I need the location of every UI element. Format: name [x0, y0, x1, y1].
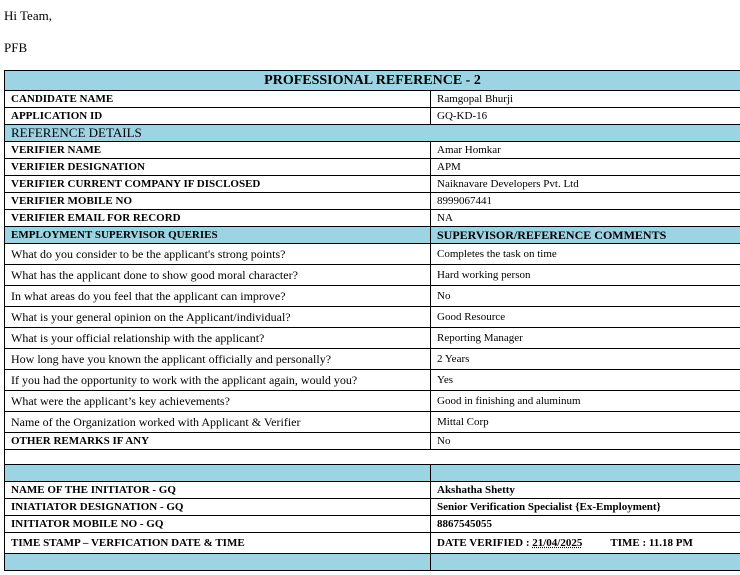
question-row [5, 391, 740, 412]
verifier-name-value: Amar Homkar [431, 142, 740, 159]
table-row [5, 533, 740, 554]
question-text: What is your official relationship with the applicant? [5, 328, 431, 349]
answer-text: Reporting Manager [431, 328, 740, 349]
divider-cell [431, 465, 740, 482]
verifier-designation-value: APM [431, 159, 740, 176]
verifier-company-value: Naiknavare Developers Pvt. Ltd [431, 176, 740, 193]
verified-date: 21/04/2025 [532, 537, 583, 549]
candidate-value: Ramgopal Bhurji [431, 91, 740, 108]
footer-cell [431, 554, 740, 571]
candidate-label: CANDIDATE NAME [5, 91, 431, 108]
table-row [5, 91, 740, 108]
table-row [5, 433, 740, 450]
timestamp-label: TIME STAMP – VERFICATION DATE & TIME [5, 533, 431, 554]
blue-divider-row [5, 465, 740, 482]
footer-cell [5, 554, 431, 571]
date-prefix: DATE VERIFIED : [437, 537, 533, 549]
reference-section-label: REFERENCE DETAILS [5, 125, 740, 142]
initiator-designation-value: Senior Verification Specialist {Ex-Employment} [431, 499, 740, 516]
answer-text: Good Resource [431, 307, 740, 328]
other-remarks-value: No [431, 433, 740, 450]
table-row [5, 159, 740, 176]
reference-table [4, 70, 740, 571]
verifier-email-label: VERIFIER EMAIL FOR RECORD [5, 210, 431, 227]
spacer-row [5, 450, 740, 465]
pfb-text: PFB [4, 40, 28, 55]
divider-cell [5, 465, 431, 482]
question-row [5, 412, 740, 433]
table-row [5, 499, 740, 516]
answer-text: No [431, 286, 740, 307]
initiator-name-value: Akshatha Shetty [431, 482, 740, 499]
table-row [5, 482, 740, 499]
application-value: GQ-KD-16 [431, 108, 740, 125]
verifier-mobile-label: VERIFIER MOBILE NO [5, 193, 431, 210]
question-row [5, 307, 740, 328]
question-text: If you had the opportunity to work with the applicant again, would you? [5, 370, 431, 391]
initiator-designation-label: INIATIATOR DESIGNATION - GQ [5, 499, 431, 516]
question-row [5, 370, 740, 391]
answer-text: Good in finishing and aluminum [431, 391, 740, 412]
question-row [5, 244, 740, 265]
initiator-mobile-label: INITIATOR MOBILE NO - GQ [5, 516, 431, 533]
question-text: What do you consider to be the applicant's strong points? [5, 244, 431, 265]
table-title: PROFESSIONAL REFERENCE - 2 [5, 71, 740, 91]
verifier-mobile-value: 8999067441 [431, 193, 740, 210]
question-text: What were the applicant’s key achievements? [5, 391, 431, 412]
blue-footer-row [5, 554, 740, 571]
verifier-name-label: VERIFIER NAME [5, 142, 431, 159]
verifier-company-label: VERIFIER CURRENT COMPANY IF DISCLOSED [5, 176, 431, 193]
verifier-email-value: NA [431, 210, 740, 227]
application-label: APPLICATION ID [5, 108, 431, 125]
question-row [5, 265, 740, 286]
queries-header: EMPLOYMENT SUPERVISOR QUERIES [5, 227, 431, 244]
question-text: What is your general opinion on the Applicant/individual? [5, 307, 431, 328]
table-row [5, 108, 740, 125]
question-text: What has the applicant done to show good moral character? [5, 265, 431, 286]
table-row [5, 210, 740, 227]
question-row [5, 349, 740, 370]
greeting-text: Hi Team, [4, 8, 52, 23]
question-row [5, 328, 740, 349]
answer-text: Mittal Corp [431, 412, 740, 433]
question-text: Name of the Organization worked with Applicant & Verifier [5, 412, 431, 433]
question-text: How long have you known the applicant officially and personally? [5, 349, 431, 370]
section-row [5, 125, 740, 142]
other-remarks-label: OTHER REMARKS IF ANY [5, 433, 431, 450]
question-text: In what areas do you feel that the applicant can improve? [5, 286, 431, 307]
answer-text: 2 Years [431, 349, 740, 370]
table-row [5, 516, 740, 533]
verifier-designation-label: VERIFIER DESIGNATION [5, 159, 431, 176]
verified-time: TIME : 11.18 PM [610, 537, 693, 549]
answer-text: Completes the task on time [431, 244, 740, 265]
timestamp-value [431, 533, 740, 554]
queries-header-row [5, 227, 740, 244]
table-row [5, 193, 740, 210]
answer-text: Yes [431, 370, 740, 391]
comments-header: SUPERVISOR/REFERENCE COMMENTS [431, 227, 740, 244]
question-row [5, 286, 740, 307]
initiator-name-label: NAME OF THE INITIATOR - GQ [5, 482, 431, 499]
title-row [5, 71, 740, 91]
spacer-cell [5, 450, 740, 465]
table-row [5, 176, 740, 193]
table-row [5, 142, 740, 159]
answer-text: Hard working person [431, 265, 740, 286]
initiator-mobile-value: 8867545055 [431, 516, 740, 533]
